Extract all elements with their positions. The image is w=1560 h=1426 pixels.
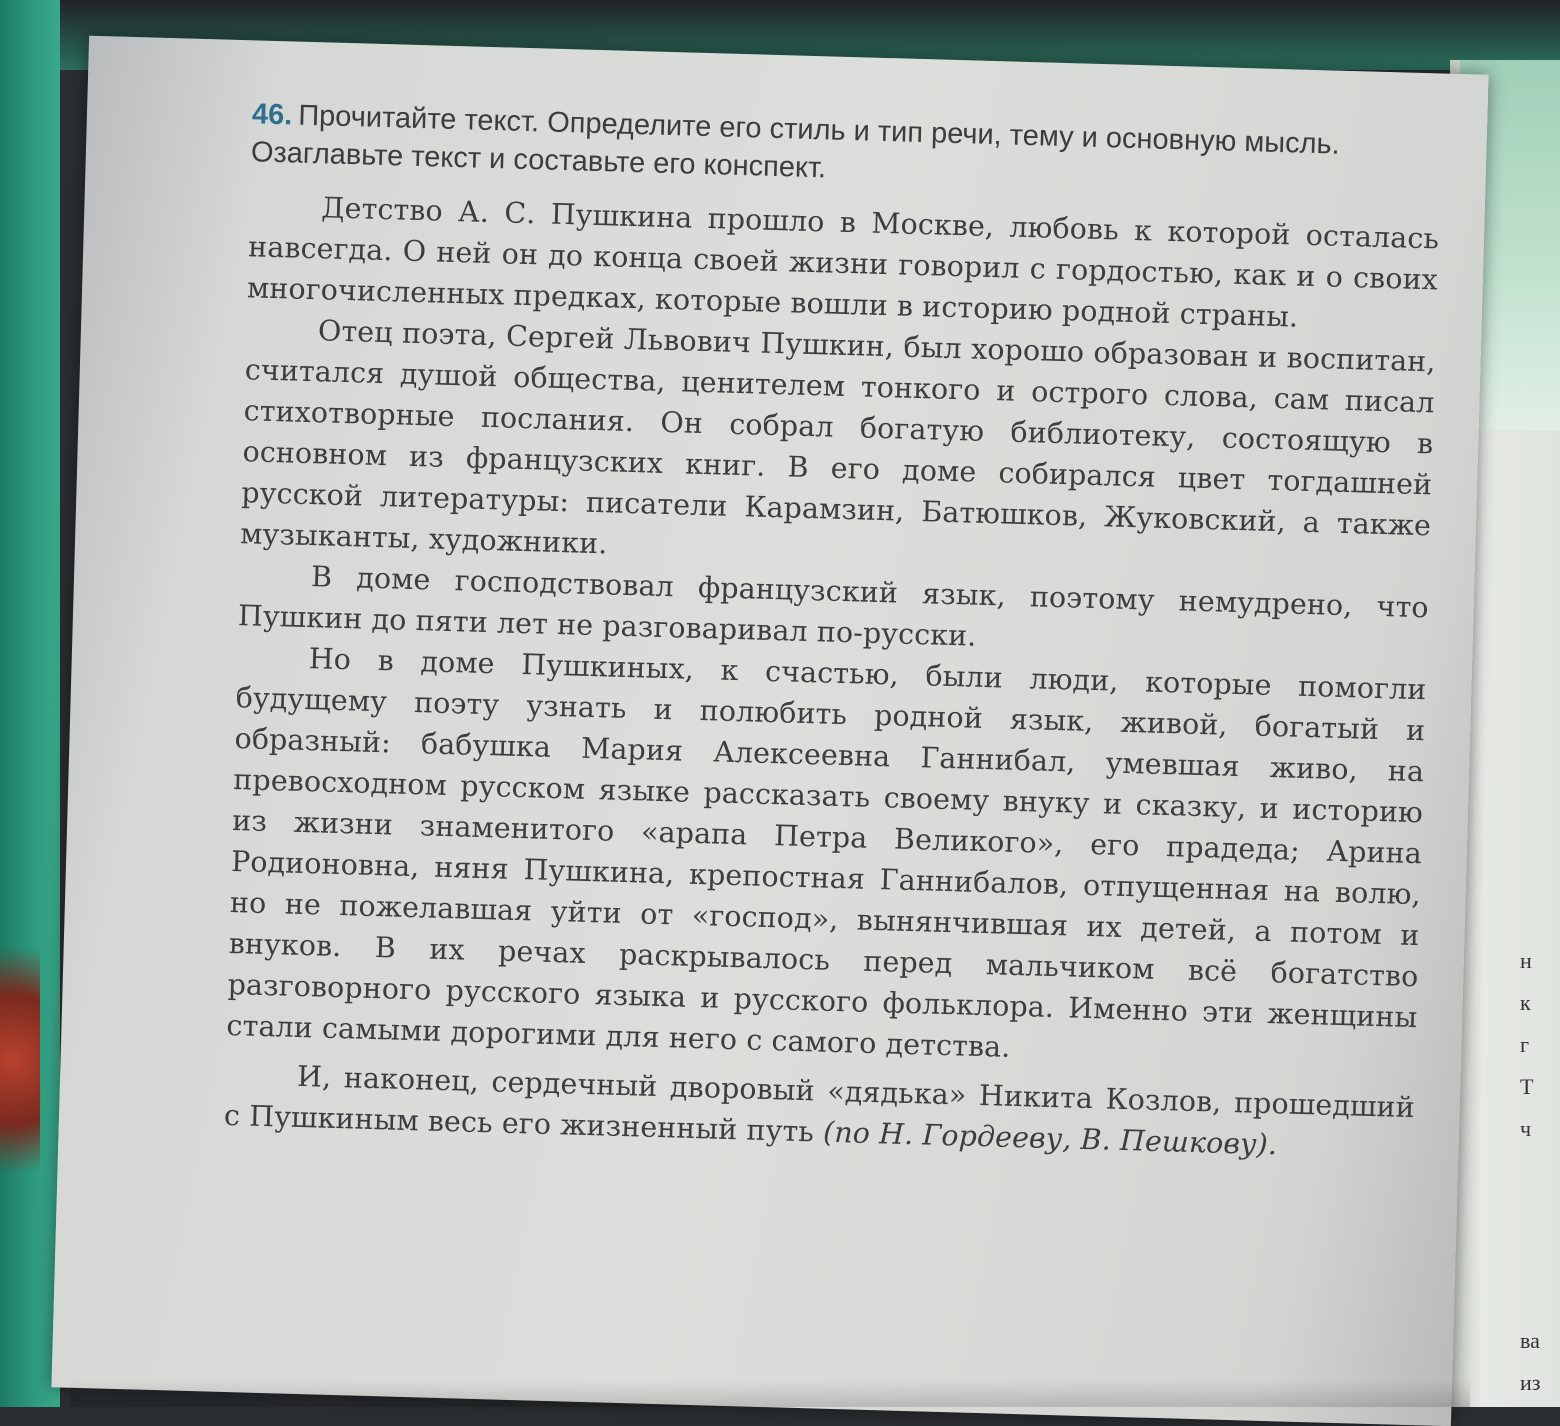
paragraph-4: Но в доме Пушкиных, к счастью, были люди, которые помогли будущему поэту узнать и полюбить родной язык, живой, богатый и образный: бабушка Мария Алексеевна Ганнибал, умевшая живо, на превосходном русском языке рассказать своему внуку и сказку, и историю из жизни знаменитого «арапа Петра Великого», его прадеда; Арина Родионовна, няня Пушкина, крепостная Ганнибалов, отпущенная на волю, но не пожелавшая уйти от «господ», вынянчившая их детей, а потом и внуков. В их речах раскрывалось перед мальчиком всё богатство разговорного русского языка и русского фольклора. Именно эти женщины стали самыми дорогими для него с самого детства. xyxy=(226,642,1427,1064)
page-content xyxy=(223,95,1442,1169)
exercise-text: Прочитайте текст. Определите его стиль и тип речи, тему и основную мысль. Озаглавьте текст и составьте его конспект. xyxy=(250,99,1341,185)
source-citation: (по Н. Гордееву, В. Пешкову). xyxy=(822,1115,1278,1162)
adjacent-letter: ч xyxy=(1520,1116,1532,1141)
book-page xyxy=(51,36,1488,1426)
adjacent-letter: ва xyxy=(1520,1328,1540,1353)
paragraph-1: Детство А. С. Пушкина прошло в Москве, любовь к которой осталась навсегда. О ней он до конца своей жизни говорил с гордостью, как и о своих многочисленных предках, которые вошли в историю родной страны. xyxy=(246,191,1440,334)
adjacent-letter: н xyxy=(1520,948,1532,973)
exercise-instruction xyxy=(250,95,1442,204)
page-bottom-shadow xyxy=(70,1380,1470,1407)
adjacent-letter: из xyxy=(1520,1370,1541,1395)
paragraph-5-text: И, наконец, сердечный дворовый «дядька» Никита Козлов, прошедший с Пушкиным весь его жизненный путь xyxy=(223,1059,1416,1149)
paragraph-3: В доме господствовал французский язык, поэтому немудрено, что Пушкин до пяти лет не разговаривал по-русски. xyxy=(237,560,1430,653)
paragraph-2: Отец поэта, Сергей Львович Пушкин, был хорошо образован и воспитан, считался душой общества, ценителем тонкого и острого слова, сам писал стихотворные послания. Он собрал богатую библиотеку, состоящую в основном из французских книг. В его доме собирался цвет тогдашней русской литературы: писатели Карамзин, Батюшков, Жуковский, а также музыканты, художники. xyxy=(239,314,1437,561)
book-cover-left xyxy=(0,0,60,1407)
adjacent-page-text xyxy=(1520,940,1560,1404)
adjacent-letter: Т xyxy=(1520,1074,1534,1099)
adjacent-letter: г xyxy=(1520,1032,1530,1057)
adjacent-letter: к xyxy=(1520,990,1531,1015)
exercise-number: 46. xyxy=(251,98,293,132)
